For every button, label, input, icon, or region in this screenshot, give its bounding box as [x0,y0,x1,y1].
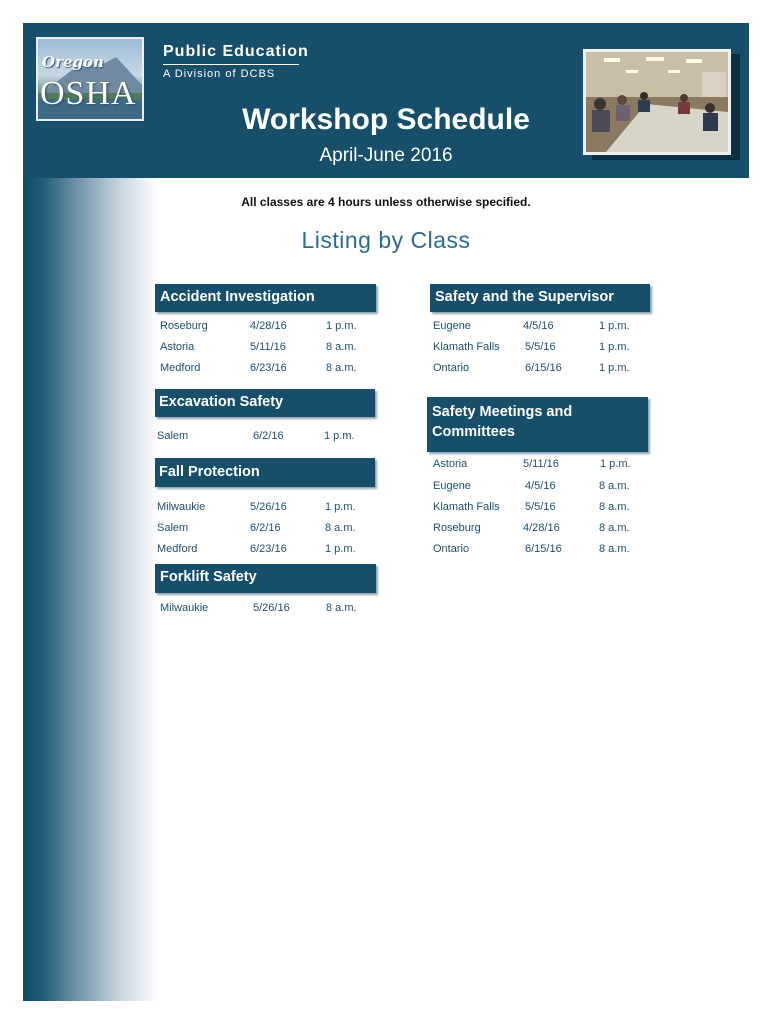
org-title: Public Education [163,43,309,60]
header-banner [23,23,749,178]
section-title: Excavation Safety [159,394,284,410]
page-title: Workshop Schedule [242,103,530,136]
row-time: 1 p.m. [326,320,357,332]
row-date: 5/5/16 [525,341,556,353]
section-header-fall-protection [155,458,375,487]
row-city: Roseburg [433,522,481,534]
org-divider [163,64,299,65]
row-city: Medford [157,543,198,555]
row-date: 5/26/16 [253,602,290,614]
row-date: 4/28/16 [523,522,560,534]
row-city: Salem [157,430,189,442]
section-header-accident-investigation [155,284,376,312]
row-time: 8 a.m. [325,522,356,534]
row-city: Milwaukie [160,602,209,614]
row-city: Eugene [433,320,471,332]
intro-note: All classes are 4 hours unless otherwise specified. [241,195,531,209]
row-date: 6/2/16 [250,522,281,534]
classroom-photo-image [586,52,728,152]
row-time: 1 p.m. [324,430,355,442]
row-date: 6/23/16 [250,362,287,374]
row-date: 5/26/16 [250,501,287,513]
row-city: Ontario [433,543,470,555]
section-title-line1: Safety Meetings and [432,404,573,420]
row-city: Medford [160,362,201,374]
row-city: Astoria [160,341,195,353]
row-city: Roseburg [160,320,208,332]
section-title: Accident Investigation [160,289,315,305]
row-city: Eugene [433,480,471,492]
row-time: 8 a.m. [326,341,357,353]
side-gradient-band [23,178,158,1001]
section-header-forklift-safety [155,564,376,593]
row-date: 4/28/16 [250,320,287,332]
org-subtitle: A Division of DCBS [163,68,276,80]
row-city: Astoria [433,458,468,470]
row-city: Klamath Falls [433,501,500,513]
row-time: 1 p.m. [325,501,356,513]
section-title: Safety and the Supervisor [435,289,614,305]
section-title: Forklift Safety [160,569,257,585]
row-city: Milwaukie [157,501,206,513]
classroom-photo [583,49,731,155]
row-date: 4/5/16 [525,480,556,492]
row-date: 6/2/16 [253,430,284,442]
row-time: 8 a.m. [599,522,630,534]
section-header-safety-meetings [427,397,648,452]
listing-heading: Listing by Class [301,227,471,253]
row-date: 5/11/16 [523,458,559,470]
logo-osha-text: OSHA [40,75,137,112]
section-title-line2: Committees [432,424,515,440]
row-time: 1 p.m. [599,362,630,374]
row-time: 1 p.m. [599,320,630,332]
row-time: 8 a.m. [326,602,357,614]
row-date: 5/11/16 [250,341,286,353]
row-time: 8 a.m. [599,480,630,492]
row-date: 6/15/16 [525,543,562,555]
row-city: Klamath Falls [433,341,500,353]
section-header-excavation-safety [155,389,375,417]
logo-oregon-text: Oregon [42,53,104,71]
row-time: 8 a.m. [599,543,630,555]
page-subtitle: April-June 2016 [319,145,453,166]
flyer-page [23,23,749,1001]
row-date: 6/23/16 [250,543,287,555]
row-date: 6/15/16 [525,362,562,374]
row-city: Ontario [433,362,470,374]
section-title: Fall Protection [159,464,260,480]
row-time: 1 p.m. [599,341,630,353]
row-date: 4/5/16 [523,320,554,332]
row-city: Salem [157,522,189,534]
row-time: 1 p.m. [600,458,631,470]
section-header-safety-supervisor [430,284,650,312]
row-time: 8 a.m. [599,501,630,513]
row-time: 8 a.m. [326,362,357,374]
row-date: 5/5/16 [525,501,556,513]
row-time: 1 p.m. [325,543,356,555]
